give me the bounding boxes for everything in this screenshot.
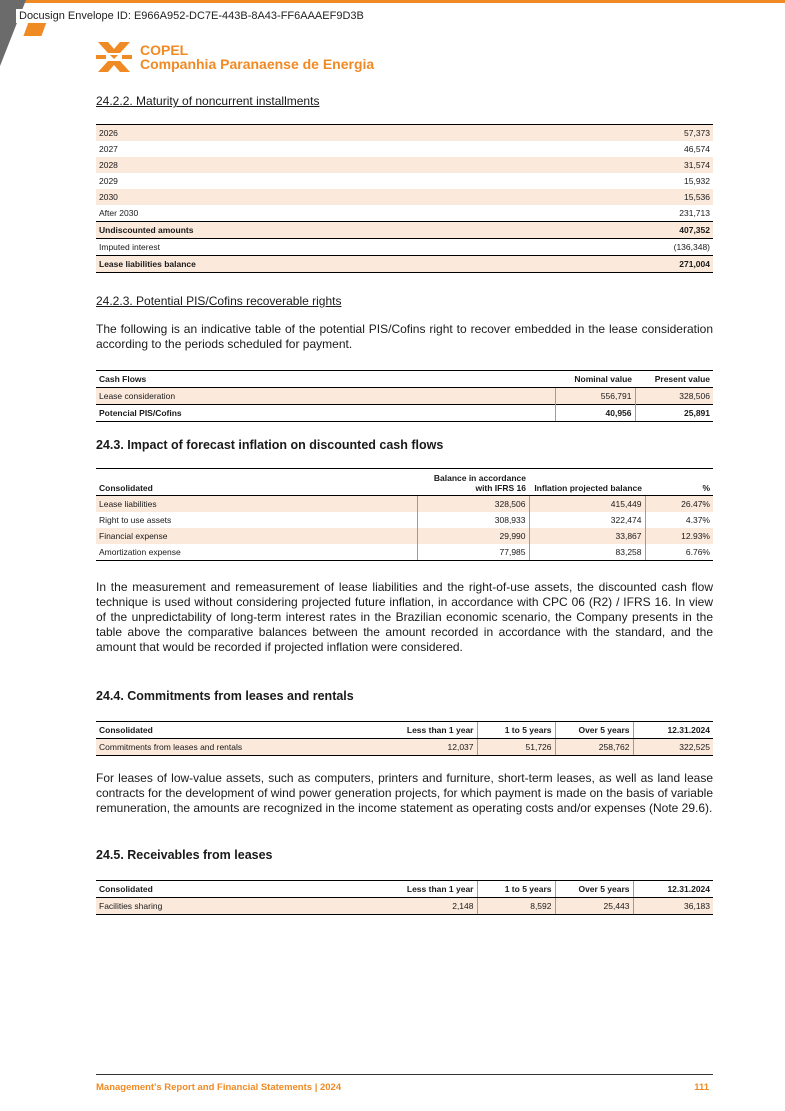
header-balance-ifrs16: Balance in accordance with IFRS 16 <box>417 469 529 496</box>
table-row-balance <box>96 256 713 273</box>
table-header <box>96 371 713 388</box>
row-label: Lease liabilities balance <box>96 256 593 273</box>
header-total: 12.31.2024 <box>633 881 713 898</box>
docusign-envelope-id: Docusign Envelope ID: E966A952-DC7E-443B-8A43-FF6AAAEF9D3B <box>16 9 367 23</box>
corner-accent <box>23 22 46 36</box>
top-accent-bar <box>0 0 785 3</box>
table-row <box>96 189 713 205</box>
row-balance: 328,506 <box>417 496 529 513</box>
row-less-1y: 2,148 <box>397 898 477 915</box>
row-balance: 308,933 <box>417 512 529 528</box>
table-row <box>96 496 713 513</box>
row-nominal: 556,791 <box>555 388 635 405</box>
row-value: 231,713 <box>593 205 713 222</box>
row-value: 15,932 <box>684 176 710 186</box>
row-label: Amortization expense <box>96 544 417 561</box>
header-total: 12.31.2024 <box>633 722 713 739</box>
footer-title: Management's Report and Financial Statements | 2024 <box>96 1082 342 1093</box>
section-title-commitments: 24.4. Commitments from leases and rentals <box>96 689 354 703</box>
row-label: Right to use assets <box>99 515 172 525</box>
row-percent: 26.47% <box>645 496 713 513</box>
header-nominal: Nominal value <box>555 371 635 388</box>
inflation-paragraph: In the measurement and remeasurement of lease liabilities and the right-of-use assets, the discounted cash flow technique is used without considering projected future inflation, in accordance with CPC 06 (R2) / IFRS 16. In view of the unpredictability of long-term interest rates in the Brazilian economic scenario, the Company presents in the table above the comparative balances between the amount recorded in accordance with the standard, and the amount that would be recorded if projected inflation were considered. <box>96 580 713 654</box>
inflation-table <box>96 468 713 561</box>
row-percent: 6.76% <box>645 544 713 561</box>
header-less-1y: Less than 1 year <box>397 722 477 739</box>
row-label: 2029 <box>99 176 118 186</box>
row-nominal: 40,956 <box>555 405 635 422</box>
row-value: 31,574 <box>593 157 713 173</box>
header-consolidated: Consolidated <box>96 881 397 898</box>
pis-cofins-table <box>96 370 713 422</box>
row-1-5y: 8,592 <box>477 898 555 915</box>
header-inflation-projected: Inflation projected balance <box>529 469 645 496</box>
header-1-5y: 1 to 5 years <box>477 881 555 898</box>
row-label: 2026 <box>96 125 593 142</box>
table-row <box>96 125 713 142</box>
row-1-5y: 51,726 <box>477 739 555 756</box>
header-over-5y: Over 5 years <box>555 881 633 898</box>
row-total: 322,525 <box>633 739 713 756</box>
row-label: Lease consideration <box>96 388 555 405</box>
maturity-table <box>96 124 713 273</box>
table-header <box>96 881 713 898</box>
header-over-5y: Over 5 years <box>555 722 633 739</box>
row-over-5y: 258,762 <box>555 739 633 756</box>
copel-logo-icon <box>96 40 132 74</box>
header-consolidated: Consolidated <box>96 469 417 496</box>
table-row <box>96 388 713 405</box>
table-row <box>96 512 713 528</box>
page-number: 111 <box>694 1082 709 1093</box>
row-over-5y: 25,443 <box>555 898 633 915</box>
section-title-maturity: 24.2.2. Maturity of noncurrent installments <box>96 94 320 108</box>
table-row <box>96 173 713 189</box>
table-row <box>96 739 713 756</box>
table-row <box>96 898 713 915</box>
row-label: Facilities sharing <box>96 898 397 915</box>
row-value: 57,373 <box>593 125 713 142</box>
row-value: 15,536 <box>593 189 713 205</box>
table-row <box>96 205 713 222</box>
row-label: Financial expense <box>96 528 417 544</box>
row-projected: 415,449 <box>529 496 645 513</box>
section-title-inflation: 24.3. Impact of forecast inflation on discounted cash flows <box>96 438 444 452</box>
row-projected: 33,867 <box>529 528 645 544</box>
header-1-5y: 1 to 5 years <box>477 722 555 739</box>
row-balance: 77,985 <box>417 544 529 561</box>
row-percent: 12.93% <box>645 528 713 544</box>
footer-divider <box>96 1074 713 1075</box>
table-row <box>96 157 713 173</box>
table-row <box>96 141 713 157</box>
row-present: 328,506 <box>635 388 713 405</box>
row-label: 2030 <box>96 189 593 205</box>
header-cash-flows: Cash Flows <box>96 371 555 388</box>
row-balance: 29,990 <box>417 528 529 544</box>
row-present: 25,891 <box>635 405 713 422</box>
table-row-undiscounted <box>96 222 713 239</box>
header-consolidated: Consolidated <box>96 722 397 739</box>
logo-line1: COPEL <box>140 42 189 58</box>
row-label: After 2030 <box>96 205 593 222</box>
row-label: Lease liabilities <box>96 496 417 513</box>
row-value: (136,348) <box>673 242 710 252</box>
row-label: 2028 <box>96 157 593 173</box>
row-label: Commitments from leases and rentals <box>96 739 397 756</box>
row-total: 36,183 <box>633 898 713 915</box>
header-present: Present value <box>635 371 713 388</box>
row-label: 2027 <box>99 144 118 154</box>
row-label: Imputed interest <box>99 242 160 252</box>
table-row <box>96 528 713 544</box>
header-less-1y: Less than 1 year <box>397 881 477 898</box>
section-title-receivables: 24.5. Receivables from leases <box>96 848 273 862</box>
receivables-table <box>96 880 713 915</box>
commitments-table <box>96 721 713 756</box>
table-row <box>96 405 713 422</box>
commitments-paragraph: For leases of low-value assets, such as computers, printers and furniture, short-term leases, as well as land lease contracts for the development of wind power generation projects, for which payment is made on the basis of variable remuneration, the amounts are recognized in the income statement as operating costs and/or expenses (Note 29.6). <box>96 771 713 815</box>
row-label: Potencial PIS/Cofins <box>96 405 555 422</box>
row-projected: 83,258 <box>529 544 645 561</box>
row-label: Undiscounted amounts <box>96 222 593 239</box>
copel-logo <box>96 40 374 74</box>
header-percent: % <box>645 469 713 496</box>
logo-line2: Companhia Paranaense de Energia <box>140 56 375 72</box>
row-value: 46,574 <box>684 144 710 154</box>
row-projected: 322,474 <box>529 512 645 528</box>
page-footer <box>96 1082 713 1093</box>
pis-cofins-paragraph: The following is an indicative table of the potential PIS/Cofins right to recover embedded in the lease consideration according to the periods scheduled for payment. <box>96 322 713 351</box>
section-title-pis-cofins: 24.2.3. Potential PIS/Cofins recoverable rights <box>96 294 342 308</box>
table-row-imputed <box>96 239 713 256</box>
row-value: 407,352 <box>593 222 713 239</box>
row-less-1y: 12,037 <box>397 739 477 756</box>
table-row <box>96 544 713 561</box>
row-percent: 4.37% <box>645 512 713 528</box>
table-header <box>96 722 713 739</box>
row-value: 271,004 <box>593 256 713 273</box>
table-header <box>96 469 713 496</box>
